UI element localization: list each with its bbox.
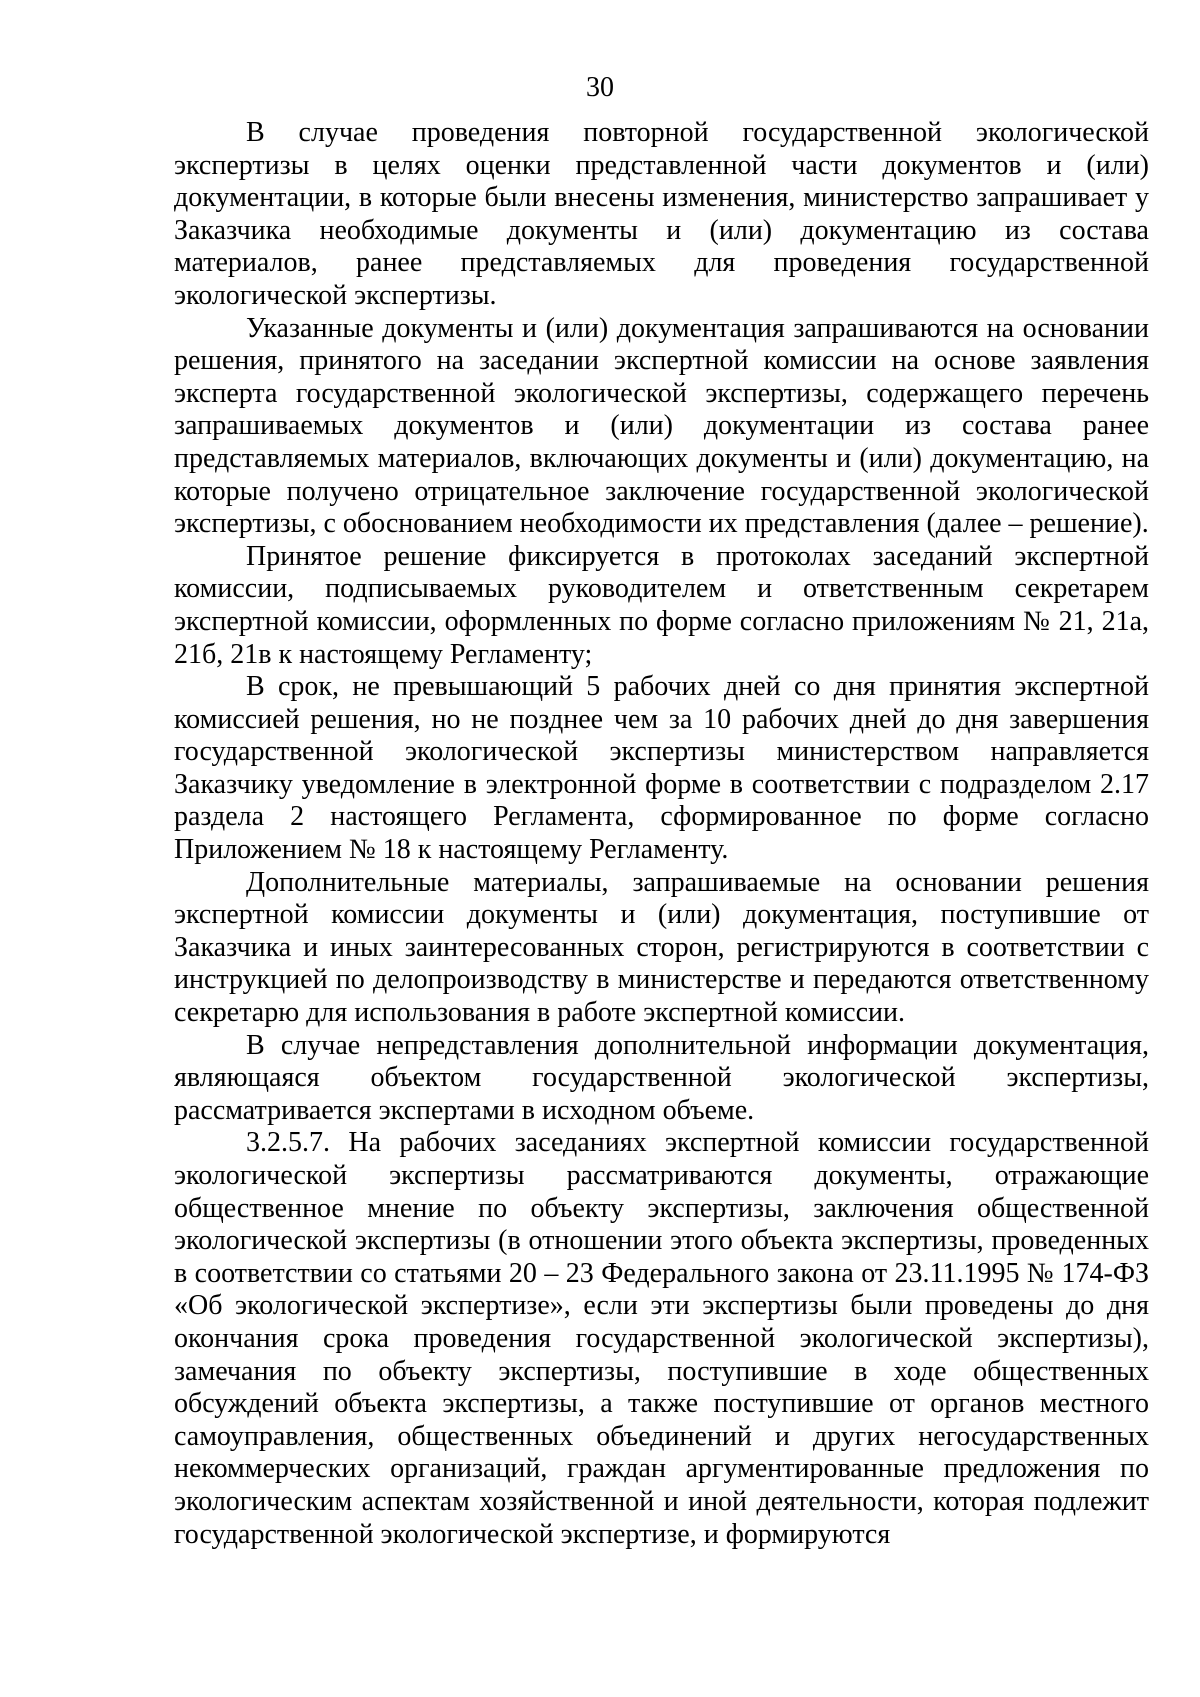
paragraph: В случае проведения повторной государственной экологической экспертизы в целях оценки представленной части документов и (или) документации, в которые были внесены изменения, министерство запрашивает у Заказчика необходимые документы и (или) документацию из состава материалов, ранее представляемых для проведения государственной экологической экспертизы. (174, 117, 1149, 311)
document-body (174, 117, 1149, 1551)
paragraph: Дополнительные материалы, запрашиваемые на основании решения экспертной комиссии документы и (или) документация, поступившие от Заказчика и иных заинтересованных сторон, регистрируются в соответствии с инструкцией по делопроизводству в министерстве и передаются ответственному секретарю для использования в работе экспертной комиссии. (174, 866, 1149, 1029)
paragraph: В случае непредставления дополнительной информации документация, являющаяся объектом государственной экологической экспертизы, рассматривается экспертами в исходном объеме. (174, 1029, 1149, 1126)
paragraph: 3.2.5.7. На рабочих заседаниях экспертной комиссии государственной экологической экспертизы рассматриваются документы, отражающие общественное мнение по объекту экспертизы, заключения общественной экологической экспертизы (в отношении этого объекта экспертизы, проведенных в соответствии со статьями 20 – 23 Федерального закона от 23.11.1995 № 174-ФЗ «Об экологической экспертизе», если эти экспертизы были проведены до дня окончания срока проведения государственной экологической экспертизы), замечания по объекту экспертизы, поступившие в ходе общественных обсуждений объекта экспертизы, а также поступившие от органов местного самоуправления, общественных объединений и других негосударственных некоммерческих организаций, граждан аргументированные предложения по экологическим аспектам хозяйственной и иной деятельности, которая подлежит государственной экологической экспертизе, и формируются (174, 1127, 1149, 1550)
paragraph: Указанные документы и (или) документация запрашиваются на основании решения, принятого на заседании экспертной комиссии на основе заявления эксперта государственной экологической экспертизы, содержащего перечень запрашиваемых документов и (или) документации из состава ранее представляемых материалов, включающих документы и (или) документацию, на которые получено отрицательное заключение государственной экологической экспертизы, с обоснованием необходимости их представления (далее – решение). (174, 312, 1149, 540)
page-number: 30 (586, 72, 614, 103)
paragraph: Принятое решение фиксируется в протоколах заседаний экспертной комиссии, подписываемых руководителем и ответственным секретарем экспертной комиссии, оформленных по форме согласно приложениям № 21, 21а, 21б, 21в к настоящему Регламенту; (174, 540, 1149, 670)
paragraph: В срок, не превышающий 5 рабочих дней со дня принятия экспертной комиссией решения, но не позднее чем за 10 рабочих дней до дня завершения государственной экологической экспертизы министерством направляется Заказчику уведомление в электронной форме в соответствии с подразделом 2.17 раздела 2 настоящего Регламента, сформированное по форме согласно Приложением № 18 к настоящему Регламенту. (174, 671, 1149, 866)
